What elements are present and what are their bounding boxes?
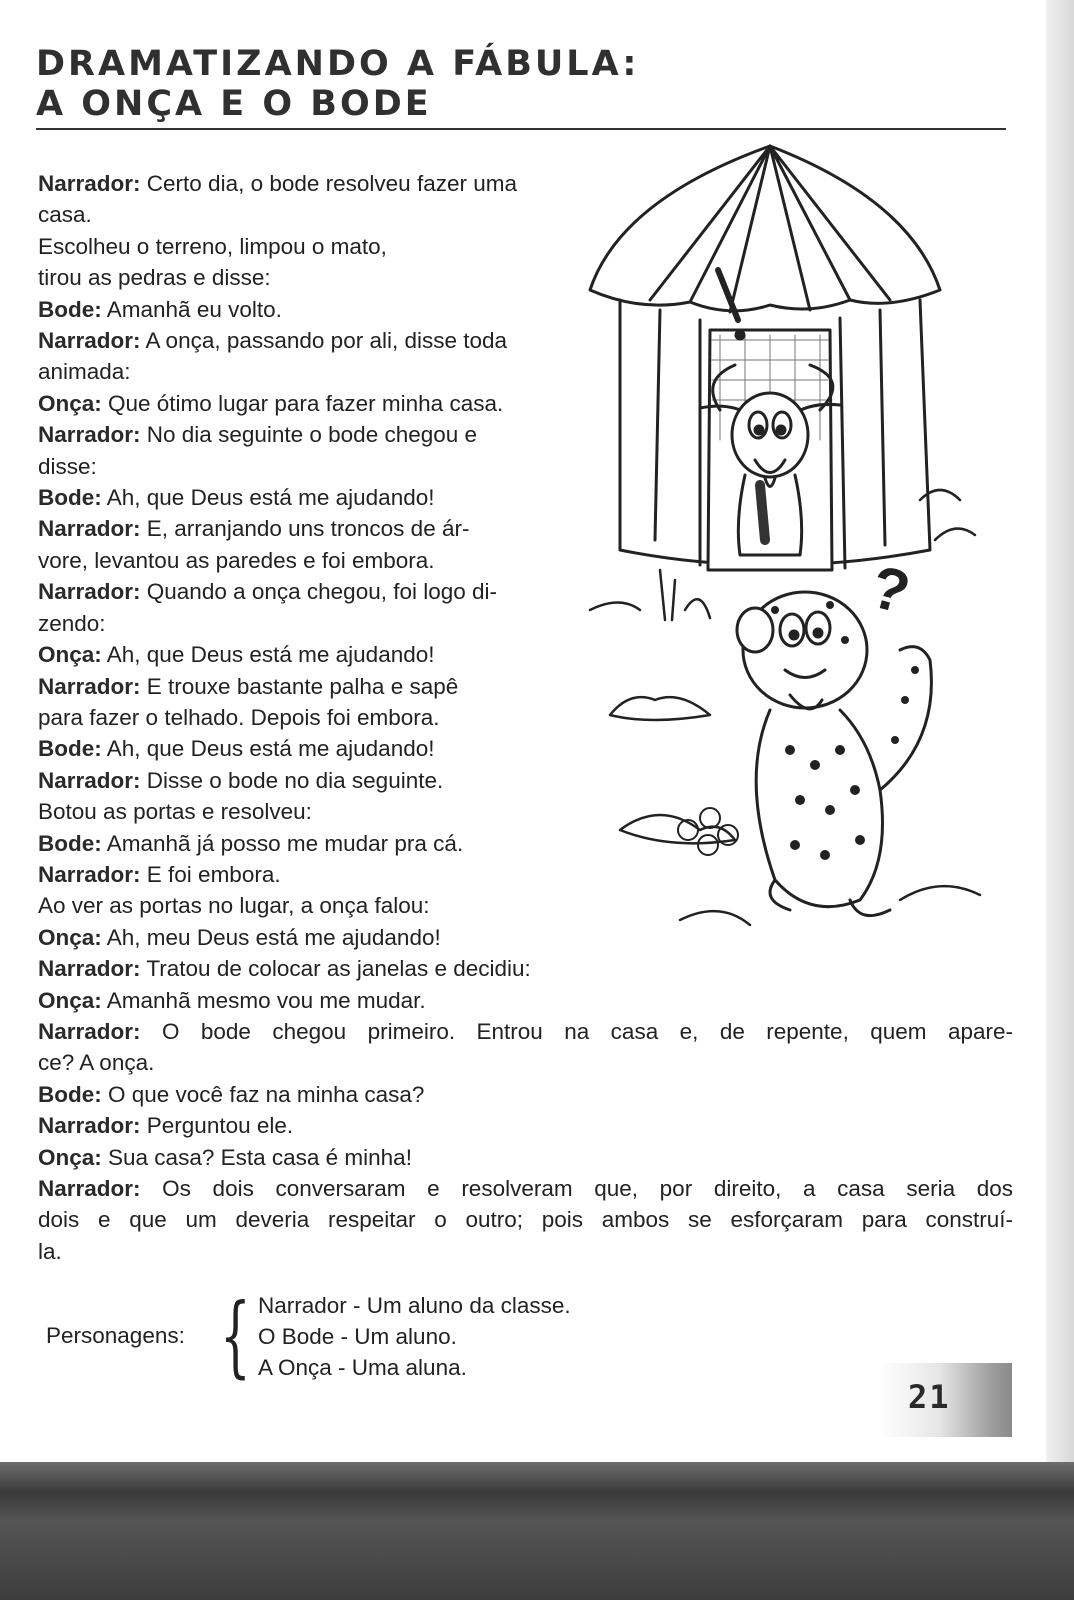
- fable-illustration: [560, 140, 1020, 960]
- speaker-label: Narrador:: [38, 1113, 141, 1139]
- dialogue-text: Certo dia, o bode resolveu fazer uma: [140, 171, 517, 196]
- dialogue-text: Escolheu o terreno, limpou o mato,: [38, 233, 387, 259]
- dialogue-text: O bode chegou primeiro. Entrou na casa e, de repente, quem apare-: [140, 1018, 1013, 1044]
- title-divider: [36, 128, 1006, 130]
- speaker-label: Narrador:: [38, 516, 141, 542]
- dialogue-text: Disse o bode no dia seguinte.: [140, 767, 444, 793]
- speaker-label: Narrador:: [38, 1176, 141, 1201]
- question-mark-icon: ?: [864, 552, 917, 627]
- script-line: [38, 1204, 1013, 1235]
- cast-label: Personagens:: [46, 1323, 185, 1348]
- dialogue-text: Ah, que Deus está me ajudando!: [101, 736, 435, 762]
- script-line: [38, 1079, 1013, 1110]
- flower-icon: [678, 808, 738, 855]
- script-line: [38, 1142, 1013, 1173]
- dialogue-text: Tratou de colocar as janelas e decidiu:: [140, 956, 531, 982]
- cast-item: Narrador - Um aluno da classe.: [258, 1293, 571, 1318]
- speaker-label: Narrador:: [38, 328, 141, 354]
- dialogue-text: Que ótimo lugar para fazer minha casa.: [101, 390, 504, 416]
- speaker-label: Bode:: [38, 296, 102, 322]
- dialogue-text: Ao ver as portas no lugar, a onça falou:: [38, 893, 430, 919]
- dialogue-text: vore, levantou as paredes e foi embora.: [38, 547, 435, 573]
- speaker-label: Bode:: [38, 830, 102, 856]
- page-edge: [1046, 0, 1074, 1462]
- speaker-label: Bode:: [38, 736, 102, 762]
- cast-item: A Onça - Uma aluna.: [258, 1355, 467, 1380]
- script-line: [38, 1110, 1013, 1141]
- cast-items: [258, 1290, 571, 1383]
- dialogue-text: casa.: [38, 202, 92, 228]
- speaker-label: Onça:: [38, 987, 102, 1013]
- dialogue-text: Os dois conversaram e resolveram que, por direito, a casa seria dos: [140, 1176, 1013, 1201]
- dialogue-text: disse:: [38, 453, 97, 479]
- dialogue-text: Sua casa? Esta casa é minha!: [101, 1144, 412, 1170]
- dialogue-text: E foi embora.: [140, 861, 281, 887]
- dialogue-text: A onça, passando por ali, disse toda: [140, 328, 508, 354]
- speaker-label: Narrador:: [38, 1018, 141, 1044]
- speaker-label: Narrador:: [38, 956, 141, 982]
- dialogue-text: dois e que um deveria respeitar o outro; pois ambos se esforçaram para construí-: [38, 1207, 1013, 1233]
- dialogue-text: Botou as portas e resolveu:: [38, 799, 312, 825]
- dialogue-text: Amanhã mesmo vou me mudar.: [101, 987, 426, 1013]
- brace-icon: {: [220, 1284, 251, 1387]
- speaker-label: Bode:: [38, 485, 102, 511]
- dialogue-text: Ah, que Deus está me ajudando!: [101, 485, 435, 511]
- dialogue-text: Amanhã já posso me mudar pra cá.: [101, 830, 464, 856]
- speaker-label: Narrador:: [38, 579, 141, 605]
- cast-item: O Bode - Um aluno.: [258, 1324, 457, 1349]
- script-line: [38, 1047, 1013, 1078]
- title-line-2: A ONÇA E O BODE: [36, 84, 432, 124]
- book-binding-shadow: [0, 1462, 1074, 1600]
- jaguar-icon: [737, 592, 931, 916]
- page-number: 21: [908, 1378, 951, 1416]
- dialogue-text: Ah, que Deus está me ajudando!: [101, 642, 435, 668]
- dialogue-text: No dia seguinte o bode chegou e: [140, 422, 478, 448]
- dialogue-text: E, arranjando uns troncos de ár-: [140, 516, 470, 542]
- speaker-label: Narrador:: [38, 171, 141, 196]
- dialogue-text: ce? A onça.: [38, 1050, 155, 1076]
- cast-list: [44, 1284, 664, 1390]
- dialogue-text: tirou as pedras e disse:: [38, 265, 271, 291]
- dialogue-text: para fazer o telhado. Depois foi embora.: [38, 704, 440, 730]
- speaker-label: Narrador:: [38, 422, 141, 448]
- title-line-1: DRAMATIZANDO A FÁBULA:: [36, 44, 640, 84]
- page-title: [36, 44, 639, 124]
- dialogue-text: Perguntou ele.: [140, 1113, 294, 1139]
- speaker-label: Onça:: [38, 924, 102, 950]
- speaker-label: Narrador:: [38, 673, 141, 699]
- dialogue-text: E trouxe bastante palha e sapê: [140, 673, 459, 699]
- script-line: [38, 1016, 1013, 1047]
- dialogue-text: O que você faz na minha casa?: [101, 1081, 425, 1107]
- speaker-label: Narrador:: [38, 767, 141, 793]
- speaker-label: Narrador:: [38, 861, 141, 887]
- dialogue-text: Amanhã eu volto.: [101, 296, 282, 322]
- dialogue-text: zendo:: [38, 610, 106, 636]
- dialogue-text: animada:: [38, 359, 131, 385]
- dialogue-text: Ah, meu Deus está me ajudando!: [101, 924, 441, 950]
- dialogue-text: la.: [38, 1238, 62, 1264]
- speaker-label: Onça:: [38, 390, 102, 416]
- speaker-label: Bode:: [38, 1081, 102, 1107]
- script-line: [38, 1236, 1013, 1267]
- dialogue-text: Quando a onça chegou, foi logo di-: [140, 579, 498, 605]
- speaker-label: Onça:: [38, 1144, 102, 1170]
- script-line: [38, 985, 1013, 1016]
- script-line: [38, 1173, 1013, 1204]
- speaker-label: Onça:: [38, 642, 102, 668]
